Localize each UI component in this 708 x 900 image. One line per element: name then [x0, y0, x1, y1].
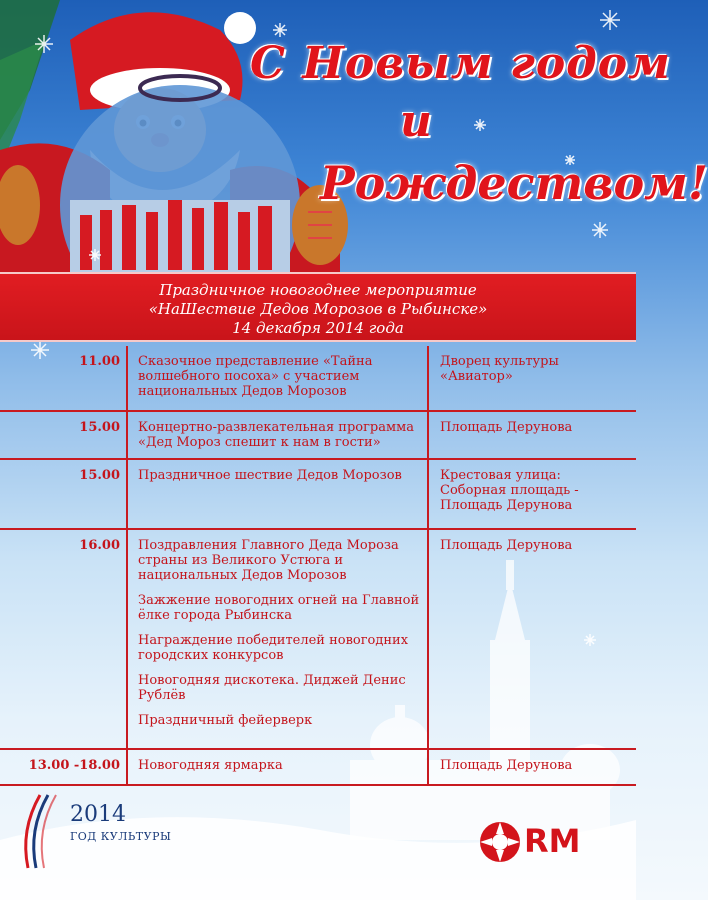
greeting-line-1: С Новым годом	[250, 38, 671, 89]
column-divider	[427, 412, 429, 458]
table-row	[0, 346, 636, 412]
event-item: Праздничный фейерверк	[138, 713, 313, 728]
event-description	[138, 538, 423, 738]
banner-subtitle: Праздничное новогоднее мероприятие	[159, 281, 477, 299]
event-item: Новогодняя дискотека. Диджей Денис Рублёв	[138, 673, 406, 703]
event-banner	[0, 272, 636, 342]
event-item: Новогодняя ярмарка	[138, 758, 283, 773]
table-row	[0, 750, 636, 786]
column-divider	[427, 530, 429, 748]
rm-logo	[478, 818, 608, 866]
event-item: Концертно-развлекательная программа «Дед Мороз спешит к нам в гости»	[138, 420, 414, 450]
column-divider	[126, 460, 128, 528]
table-row	[0, 460, 636, 530]
year-of-culture-logo	[10, 790, 180, 870]
event-description	[138, 354, 423, 409]
event-item: Зажжение новогодних огней на Главной ёлке города Рыбинска	[138, 593, 420, 623]
column-divider	[427, 346, 429, 410]
column-divider	[126, 530, 128, 748]
event-place: Площадь Дерунова	[440, 758, 573, 773]
event-item: Поздравления Главного Деда Мороза страны из Великого Устюга и национальных Дедов Морозов	[138, 538, 399, 583]
greeting-line-2: и	[400, 96, 432, 147]
event-place: Площадь Дерунова	[440, 420, 573, 435]
banner-event-name: «НаШествие Дедов Морозов в Рыбинске»	[148, 300, 488, 318]
event-time: 15.00	[79, 468, 120, 483]
event-time: 16.00	[79, 538, 120, 553]
rm-logo-icon	[478, 820, 522, 864]
event-item: Праздничное шествие Дедов Морозов	[138, 468, 402, 483]
event-place: Дворец культуры «Авиатор»	[440, 354, 559, 384]
column-divider	[427, 750, 429, 784]
event-place: Крестовая улица: Соборная площадь - Площадь Дерунова	[440, 468, 579, 513]
event-time: 13.00 -18.00	[28, 758, 120, 773]
logo-caption: ГОД КУЛЬТУРЫ	[70, 830, 172, 843]
event-place: Площадь Дерунова	[440, 538, 573, 553]
event-time: 15.00	[79, 420, 120, 435]
event-description	[138, 758, 423, 783]
event-description	[138, 420, 423, 460]
tricolor-stroke-icon	[10, 790, 70, 870]
logo-year: 2014	[70, 802, 126, 827]
event-item: Сказочное представление «Тайна волшебного посоха» с участием национальных Дедов Морозов	[138, 354, 373, 399]
schedule-table	[0, 346, 636, 786]
event-description	[138, 468, 423, 493]
event-item: Награждение победителей новогодних городских конкурсов	[138, 633, 409, 663]
table-row	[0, 530, 636, 750]
column-divider	[126, 346, 128, 410]
banner-date: 14 декабря 2014 года	[232, 319, 404, 337]
column-divider	[126, 412, 128, 458]
greeting-line-3: Рождеством!	[320, 156, 708, 210]
table-row	[0, 412, 636, 460]
column-divider	[427, 460, 429, 528]
column-divider	[126, 750, 128, 784]
greeting-title	[250, 38, 708, 258]
event-time: 11.00	[79, 354, 120, 369]
rm-logo-text: RM	[524, 822, 581, 860]
